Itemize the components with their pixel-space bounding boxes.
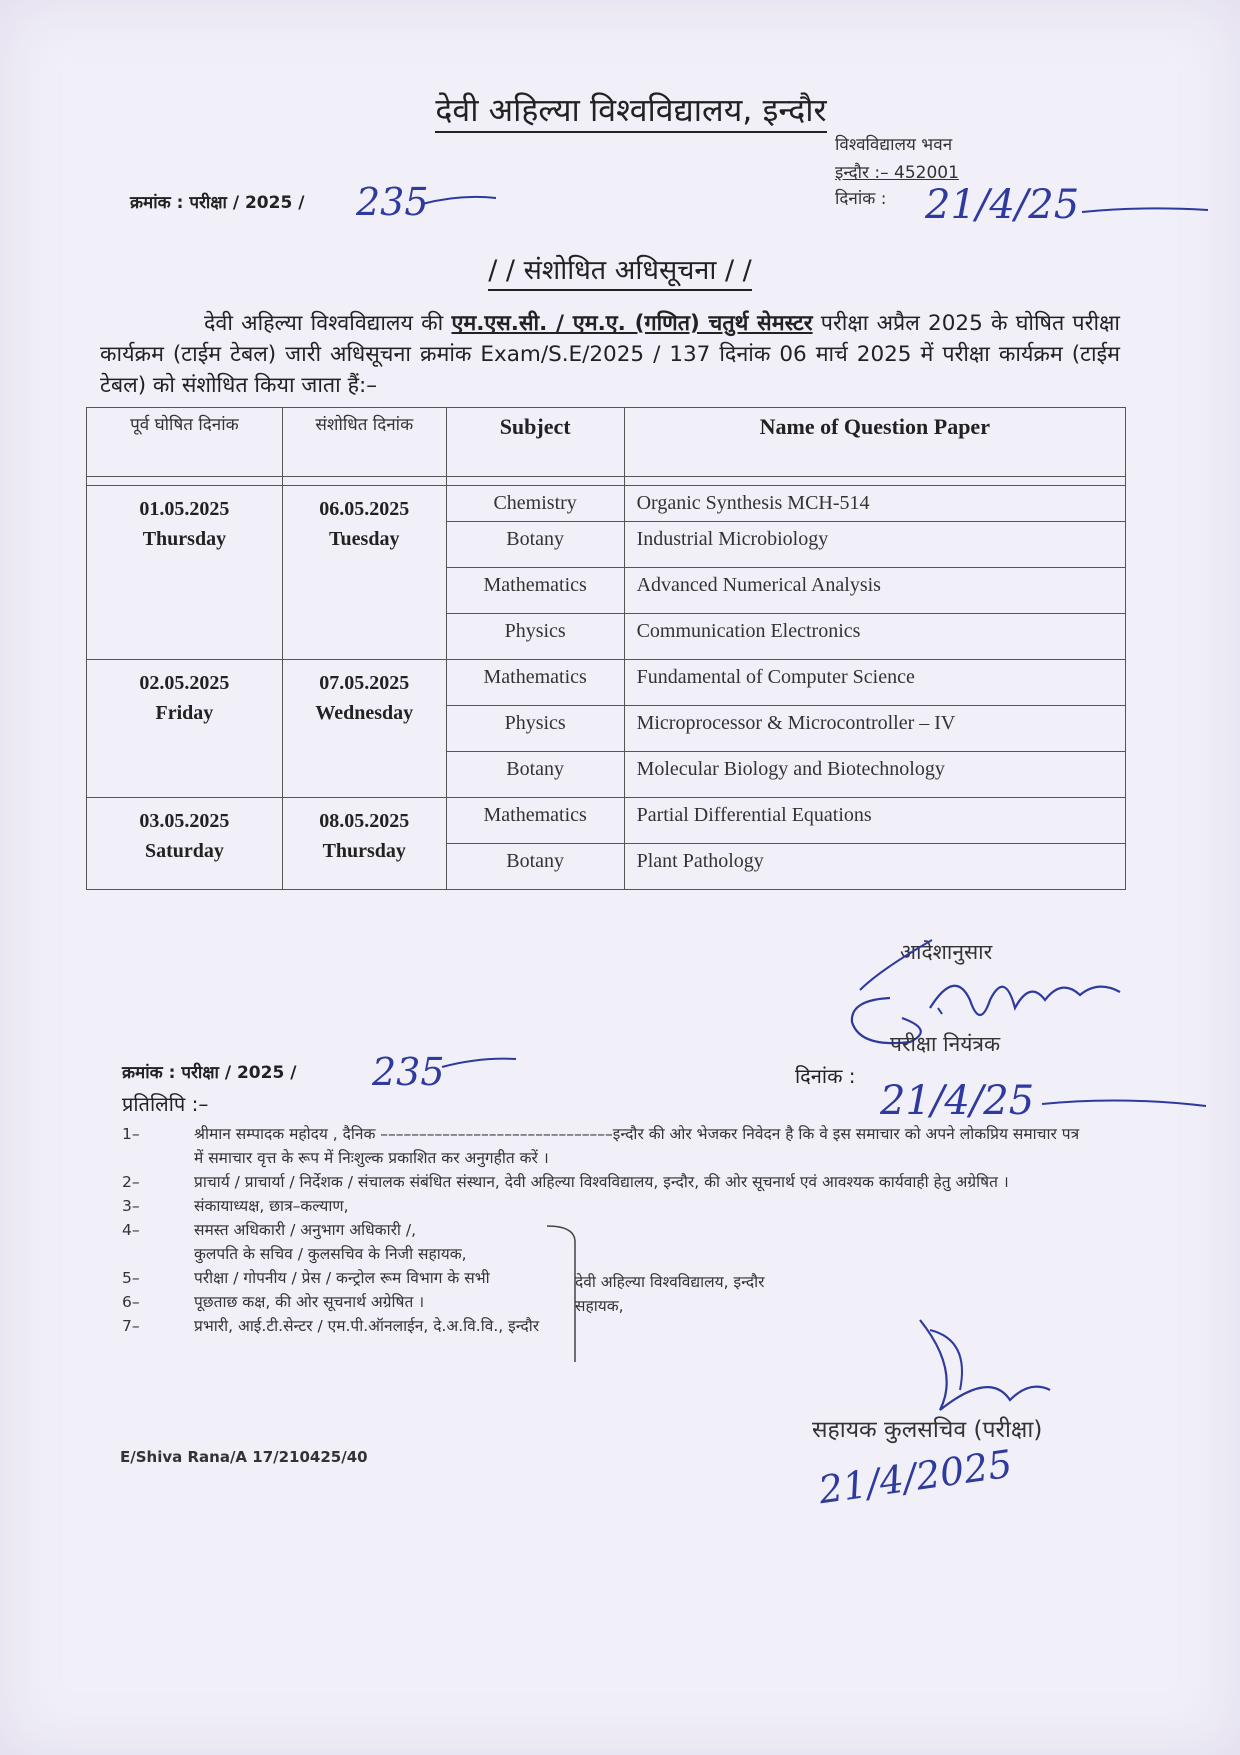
university-title: देवी अहिल्या विश्वविद्यालय, इन्दौर — [0, 88, 1240, 131]
order-line: आदेशानुसार — [900, 940, 993, 964]
bracket-label-2: सहायक, — [575, 1297, 624, 1315]
address-line-1: विश्वविद्यालय भवन — [835, 135, 953, 155]
notice-paragraph — [100, 308, 1120, 401]
para-text-1: देवी अहिल्या विश्वविद्यालय की — [204, 311, 452, 336]
copy-ref-pen-stroke — [440, 1055, 520, 1075]
subject-cell: Chemistry — [446, 486, 624, 522]
new-date-cell: 08.05.2025 Thursday — [282, 798, 446, 890]
controller-designation: परीक्षा नियंत्रक — [890, 1032, 1001, 1056]
header-subject: Subject — [446, 408, 624, 477]
subject-cell: Botany — [446, 844, 624, 890]
paper-cell: Microprocessor & Microcontroller – IV — [624, 706, 1125, 752]
new-date-cell: 07.05.2025 Wednesday — [282, 660, 446, 798]
table-row — [87, 798, 1126, 844]
bracket-label-1: देवी अहिल्या विश्वविद्यालय, इन्दौर — [575, 1273, 765, 1291]
table-row — [87, 486, 1126, 522]
address-line-2: इन्दौर :– 452001 — [835, 163, 959, 183]
handwritten-ref-number: 235 — [356, 180, 429, 224]
list-item: 6– पूछताछ कक्ष, की ओर सूचनार्थ अग्रेषित । — [122, 1293, 425, 1311]
copy-handwritten-ref: 235 — [372, 1050, 445, 1094]
list-item: कुलपति के सचिव / कुलसचिव के निजी सहायक, — [194, 1245, 467, 1263]
date-pen-stroke — [1080, 200, 1210, 220]
copy-date-pen-stroke — [1040, 1092, 1210, 1116]
notice-heading: / / संशोधित अधिसूचना / / — [0, 250, 1240, 287]
subject-cell: Mathematics — [446, 568, 624, 614]
old-date-cell: 03.05.2025 Saturday — [87, 798, 283, 890]
old-date-cell: 01.05.2025 Thursday — [87, 486, 283, 660]
header-old-date: पूर्व घोषित दिनांक — [87, 408, 283, 477]
table-row — [87, 660, 1126, 706]
handwritten-date: 21/4/25 — [925, 182, 1080, 228]
subject-cell: Botany — [446, 522, 624, 568]
new-date-cell: 06.05.2025 Tuesday — [282, 486, 446, 660]
file-reference: E/Shiva Rana/A 17/210425/40 — [120, 1448, 368, 1466]
copy-date-label: दिनांक : — [795, 1064, 856, 1088]
table-header-row — [87, 408, 1126, 477]
paper-cell: Fundamental of Computer Science — [624, 660, 1125, 706]
list-item: 5– परीक्षा / गोपनीय / प्रेस / कन्ट्रोल रूम विभाग के सभी — [122, 1269, 490, 1287]
subject-cell: Physics — [446, 706, 624, 752]
paper-cell: Organic Synthesis MCH-514 — [624, 486, 1125, 522]
copy-heading: प्रतिलिपि :– — [122, 1092, 209, 1116]
list-item: 7– प्रभारी, आई.टी.सेन्टर / एम.पी.ऑनलाईन, दे.अ.वि.वि., इन्दौर — [122, 1317, 540, 1335]
paper-cell: Industrial Microbiology — [624, 522, 1125, 568]
reference-label: क्रमांक : परीक्षा / 2025 / — [130, 193, 305, 213]
paper-cell: Molecular Biology and Biotechnology — [624, 752, 1125, 798]
para-text-2: परीक्षा अप्रैल 2025 के घोषित परीक्षा कार्यक्रम (टाईम टेबल) जारी अधिसूचना क्रमांक Exam/S.E/2025 / 137 दिनांक 06 मार्च 2025 में परीक्षा कार्यक्रम (टाईम टेबल) को संशोधित किया जाता हैं:– — [100, 311, 1120, 398]
list-item: 1– श्रीमान सम्पादक महोदय , दैनिक ––––––––––––––––––––––––––––––इन्दौर की ओर भेजकर निवेदन है कि वे इस समाचार को अपने लोकप्रिय समाचार पत्र में समाचार वृत्त के रूप में निःशुल्क प्रकाशित कर अनुगहीत करें । — [122, 1125, 1080, 1167]
ref-pen-stroke — [420, 192, 500, 212]
list-item: 4– समस्त अधिकारी / अनुभाग अधिकारी /, — [122, 1221, 417, 1239]
list-item: 3– संकायाध्यक्ष, छात्र–कल्याण, — [122, 1197, 349, 1215]
list-item: 2– प्राचार्य / प्राचार्या / निर्देशक / संचालक संबंधित संस्थान, देवी अहिल्या विश्वविद्यालय, इन्दौर, की ओर सूचनार्थ एवं आवश्यक कार्यवाही हेतु अग्रेषित । — [122, 1173, 1009, 1191]
date-label: दिनांक : — [835, 189, 887, 209]
assistant-registrar-designation: सहायक कुलसचिव (परीक्षा) — [812, 1417, 1043, 1443]
subject-cell: Mathematics — [446, 660, 624, 706]
paper-cell: Communication Electronics — [624, 614, 1125, 660]
subject-cell: Physics — [446, 614, 624, 660]
paper-cell: Advanced Numerical Analysis — [624, 568, 1125, 614]
old-date-cell: 02.05.2025 Friday — [87, 660, 283, 798]
registrar-handwritten-date: 21/4/2025 — [815, 1441, 1015, 1513]
copy-reference-label: क्रमांक : परीक्षा / 2025 / — [122, 1063, 297, 1083]
subject-cell: Mathematics — [446, 798, 624, 844]
header-paper: Name of Question Paper — [624, 408, 1125, 477]
header-new-date: संशोधित दिनांक — [282, 408, 446, 477]
para-course: एम.एस.सी. / एम.ए. (गणित) चतुर्थ सेमस्टर — [451, 311, 813, 336]
revised-timetable — [86, 407, 1126, 890]
paper-cell: Partial Differential Equations — [624, 798, 1125, 844]
paper-cell: Plant Pathology — [624, 844, 1125, 890]
copy-handwritten-date: 21/4/25 — [880, 1078, 1035, 1124]
subject-cell: Botany — [446, 752, 624, 798]
